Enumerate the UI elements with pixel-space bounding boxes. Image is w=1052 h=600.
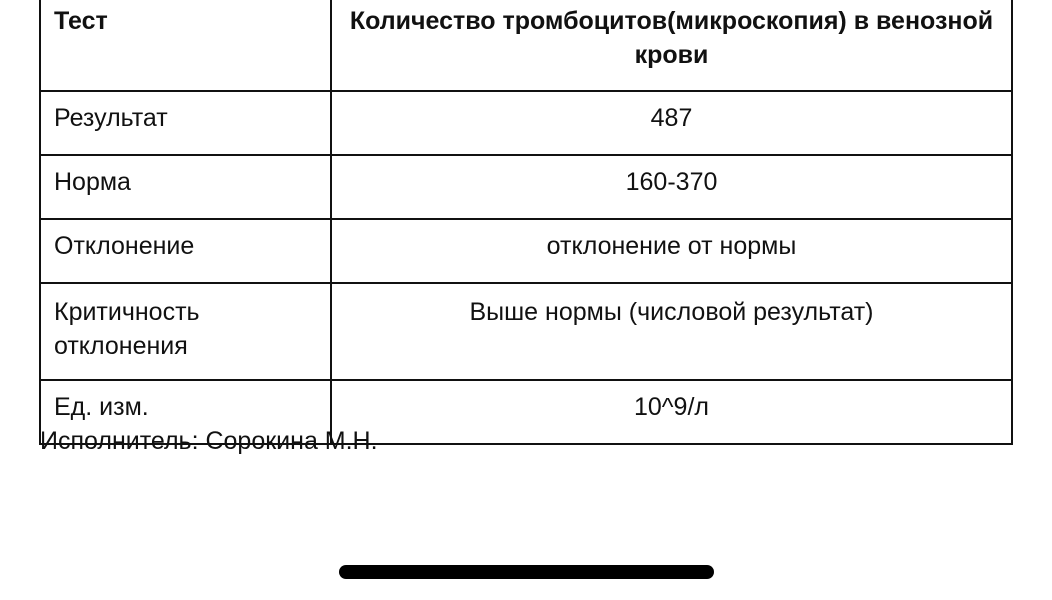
criticality-label: Критичность отклонения <box>40 283 331 380</box>
executor-note: Исполнитель: Сорокина М.Н. <box>40 427 378 455</box>
table-row-norm <box>40 155 1012 219</box>
lab-result-table <box>39 0 1013 445</box>
deviation-value: отклонение от нормы <box>331 219 1012 283</box>
home-indicator-bar[interactable] <box>339 565 714 579</box>
table-row-criticality <box>40 283 1012 380</box>
table-row-result <box>40 91 1012 155</box>
units-value: 10^9/л <box>331 380 1012 444</box>
norm-label: Норма <box>40 155 331 219</box>
norm-value: 160-370 <box>331 155 1012 219</box>
table-header-row <box>40 0 1012 91</box>
header-test-name: Количество тромбоцитов(микроскопия) в венозной крови <box>331 0 1012 91</box>
result-value: 487 <box>331 91 1012 155</box>
units-label: Ед. изм. <box>40 380 331 444</box>
header-test-label: Тест <box>40 0 331 91</box>
result-label: Результат <box>40 91 331 155</box>
table-row-deviation <box>40 219 1012 283</box>
deviation-label: Отклонение <box>40 219 331 283</box>
criticality-value: Выше нормы (числовой результат) <box>331 283 1012 380</box>
